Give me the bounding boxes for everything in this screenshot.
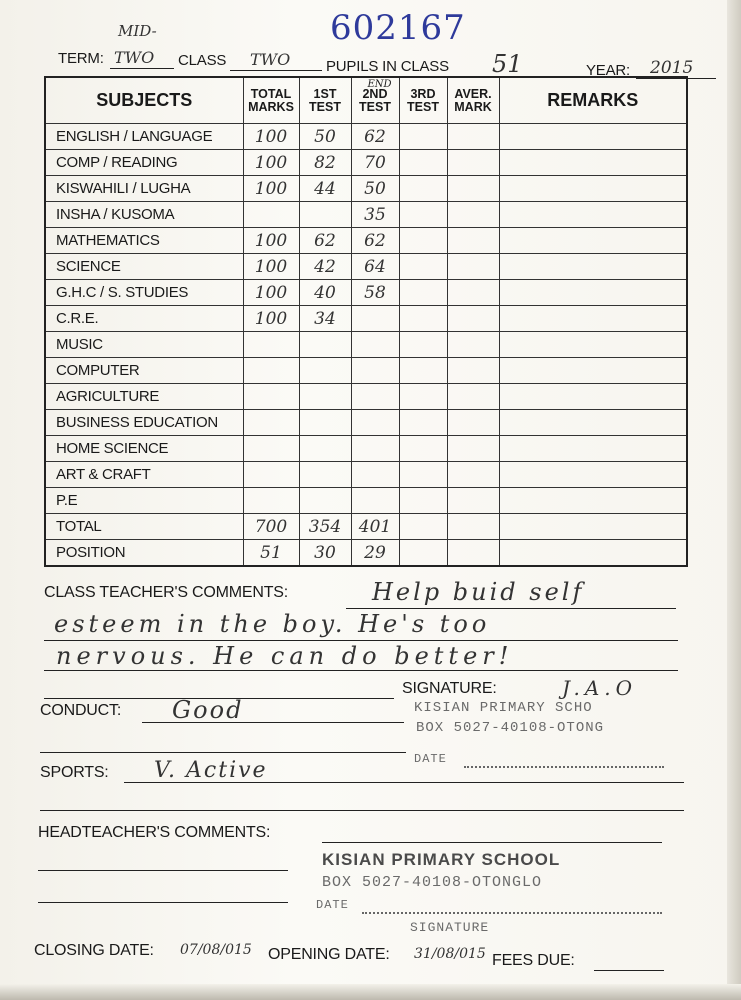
third-test-cell [399, 280, 447, 306]
remarks-cell [499, 280, 687, 306]
school-stamp-1-line1: KISIAN PRIMARY SCHO [414, 700, 593, 716]
header-aver-mark: AVER. MARK [447, 77, 499, 124]
year-label: YEAR: [586, 62, 631, 79]
school-stamp-1-date-dots [464, 766, 664, 768]
first-test-cell [299, 436, 351, 462]
third-test-cell [399, 436, 447, 462]
total-marks-cell [243, 202, 299, 228]
opening-date-label: OPENING DATE: [268, 946, 390, 963]
subject-name: ENGLISH / LANGUAGE [45, 124, 243, 150]
table-row [45, 358, 687, 384]
closing-date-label: CLOSING DATE: [34, 942, 154, 959]
first-test-cell [299, 488, 351, 514]
opening-date-value: 31/08/015 [414, 946, 486, 962]
remarks-cell [499, 410, 687, 436]
third-test-cell [399, 254, 447, 280]
subject-name: ART & CRAFT [45, 462, 243, 488]
term-label: TERM: [58, 50, 104, 67]
first-test-cell [299, 358, 351, 384]
table-row [45, 254, 687, 280]
second-test-note: END [367, 79, 392, 90]
first-test-cell: 354 [299, 514, 351, 540]
sports-label: SPORTS: [40, 764, 109, 781]
third-test-cell [399, 124, 447, 150]
first-test-cell [299, 410, 351, 436]
class-line [230, 70, 322, 71]
remarks-cell [499, 488, 687, 514]
third-test-cell [399, 228, 447, 254]
aver-mark-cell [447, 462, 499, 488]
aver-mark-cell [447, 540, 499, 567]
second-test-cell [351, 436, 399, 462]
aver-mark-cell [447, 410, 499, 436]
first-test-cell [299, 384, 351, 410]
aver-mark-cell [447, 384, 499, 410]
second-test-cell: 62 [351, 124, 399, 150]
subject-name: G.H.C / S. STUDIES [45, 280, 243, 306]
second-test-cell [351, 488, 399, 514]
third-test-cell [399, 410, 447, 436]
conduct-line-2 [40, 752, 406, 753]
total-marks-cell [243, 332, 299, 358]
second-test-cell [351, 306, 399, 332]
first-test-cell: 34 [299, 306, 351, 332]
class-label: CLASS [178, 52, 227, 69]
second-test-cell: 58 [351, 280, 399, 306]
total-marks-cell: 100 [243, 228, 299, 254]
table-row [45, 202, 687, 228]
total-marks-cell: 700 [243, 514, 299, 540]
closing-date-value: 07/08/015 [180, 942, 252, 958]
pupils-label: PUPILS IN CLASS [326, 58, 449, 75]
third-test-cell [399, 176, 447, 202]
comment-text-1: Help buid self [372, 578, 585, 606]
subject-name: COMPUTER [45, 358, 243, 384]
headteacher-line-3 [38, 902, 288, 903]
total-marks-cell: 100 [243, 124, 299, 150]
first-test-cell: 40 [299, 280, 351, 306]
total-marks-cell [243, 436, 299, 462]
marks-table [44, 76, 688, 567]
subject-name: TOTAL [45, 514, 243, 540]
table-row [45, 150, 687, 176]
subject-name: SCIENCE [45, 254, 243, 280]
total-marks-cell [243, 358, 299, 384]
report-number: 602167 [330, 8, 466, 48]
first-test-cell [299, 462, 351, 488]
fees-due-label: FEES DUE: [492, 952, 575, 969]
remarks-cell [499, 306, 687, 332]
remarks-cell [499, 540, 687, 567]
header-remarks: REMARKS [499, 77, 687, 124]
subject-name: HOME SCIENCE [45, 436, 243, 462]
subject-name: MUSIC [45, 332, 243, 358]
headteacher-label: HEADTEACHER'S COMMENTS: [38, 824, 271, 841]
total-marks-cell: 51 [243, 540, 299, 567]
school-stamp-2-date-dots [362, 912, 662, 914]
first-test-cell: 82 [299, 150, 351, 176]
sports-value: V. Active [154, 758, 268, 783]
third-test-cell [399, 150, 447, 176]
school-stamp-1-line2: BOX 5027-40108-OTONG [416, 720, 605, 736]
class-teacher-signature: J.A.O [562, 676, 638, 700]
table-row [45, 332, 687, 358]
total-marks-cell: 100 [243, 306, 299, 332]
subject-name: INSHA / KUSOMA [45, 202, 243, 228]
remarks-cell [499, 436, 687, 462]
remarks-cell [499, 254, 687, 280]
first-test-cell: 62 [299, 228, 351, 254]
remarks-cell [499, 332, 687, 358]
comment-line-1 [346, 608, 676, 609]
table-row [45, 280, 687, 306]
first-test-cell: 50 [299, 124, 351, 150]
remarks-cell [499, 176, 687, 202]
aver-mark-cell [447, 358, 499, 384]
remarks-cell [499, 150, 687, 176]
aver-mark-cell [447, 332, 499, 358]
table-row [45, 540, 687, 567]
first-test-cell: 44 [299, 176, 351, 202]
table-row [45, 488, 687, 514]
remarks-cell [499, 384, 687, 410]
aver-mark-cell [447, 280, 499, 306]
remarks-cell [499, 358, 687, 384]
second-test-cell: 70 [351, 150, 399, 176]
second-test-cell [351, 332, 399, 358]
table-row [45, 124, 687, 150]
third-test-cell [399, 202, 447, 228]
table-row [45, 462, 687, 488]
headteacher-line-1 [322, 842, 662, 843]
aver-mark-cell [447, 488, 499, 514]
first-test-cell [299, 202, 351, 228]
sports-line-2 [40, 810, 684, 811]
subject-name: C.R.E. [45, 306, 243, 332]
total-marks-cell [243, 410, 299, 436]
table-row [45, 228, 687, 254]
subject-name: POSITION [45, 540, 243, 567]
table-row [45, 306, 687, 332]
second-test-cell [351, 410, 399, 436]
subject-name: COMP / READING [45, 150, 243, 176]
remarks-cell [499, 462, 687, 488]
second-test-cell: 29 [351, 540, 399, 567]
remarks-cell [499, 228, 687, 254]
comment-text-3: nervous. He can do better! [56, 642, 514, 670]
comment-line-2 [44, 640, 678, 641]
second-test-label: 2ND TEST [359, 86, 391, 114]
first-test-cell: 30 [299, 540, 351, 567]
aver-mark-cell [447, 436, 499, 462]
subject-name: MATHEMATICS [45, 228, 243, 254]
comment-line-3 [44, 670, 678, 671]
table-row [45, 410, 687, 436]
first-test-cell: 42 [299, 254, 351, 280]
second-test-cell [351, 462, 399, 488]
comment-text-2: esteem in the boy. He's too [54, 610, 491, 638]
table-row [45, 176, 687, 202]
school-stamp-2-line1: KISIAN PRIMARY SCHOOL [322, 850, 561, 869]
class-teacher-label: CLASS TEACHER'S COMMENTS: [44, 584, 289, 601]
year-value: 2015 [650, 58, 694, 78]
aver-mark-cell [447, 150, 499, 176]
aver-mark-cell [447, 514, 499, 540]
term-value: TWO [114, 48, 155, 67]
total-marks-cell [243, 384, 299, 410]
paper-edge-right [727, 0, 741, 1000]
first-test-cell [299, 332, 351, 358]
paper-edge-bottom [0, 984, 741, 1000]
third-test-cell [399, 462, 447, 488]
fees-due-line [594, 970, 664, 971]
second-test-cell: 64 [351, 254, 399, 280]
school-stamp-2-date-label: DATE [316, 898, 349, 912]
school-stamp-2-signature-label: SIGNATURE [410, 920, 490, 935]
total-marks-cell: 100 [243, 280, 299, 306]
table-row [45, 384, 687, 410]
school-stamp-2-line2: BOX 5027-40108-OTONGLO [322, 874, 543, 891]
class-value: TWO [250, 50, 291, 69]
subject-name: P.E [45, 488, 243, 514]
pupils-value: 51 [492, 50, 523, 78]
remarks-cell [499, 202, 687, 228]
subject-name: BUSINESS EDUCATION [45, 410, 243, 436]
second-test-cell: 50 [351, 176, 399, 202]
total-marks-cell: 100 [243, 176, 299, 202]
aver-mark-cell [447, 202, 499, 228]
header-second-test [351, 77, 399, 124]
header-subjects: SUBJECTS [45, 77, 243, 124]
conduct-label: CONDUCT: [40, 702, 122, 719]
class-teacher-signature-label: SIGNATURE: [402, 680, 497, 697]
conduct-value: Good [172, 696, 244, 724]
school-stamp-1-date-label: DATE [414, 752, 447, 766]
aver-mark-cell [447, 228, 499, 254]
third-test-cell [399, 332, 447, 358]
header-first-test: 1ST TEST [299, 77, 351, 124]
remarks-cell [499, 124, 687, 150]
total-marks-cell [243, 488, 299, 514]
third-test-cell [399, 358, 447, 384]
table-row [45, 436, 687, 462]
subject-name: KISWAHILI / LUGHA [45, 176, 243, 202]
aver-mark-cell [447, 176, 499, 202]
term-line [110, 68, 174, 69]
second-test-cell: 401 [351, 514, 399, 540]
headteacher-line-2 [38, 870, 288, 871]
third-test-cell [399, 384, 447, 410]
total-marks-cell: 100 [243, 150, 299, 176]
third-test-cell [399, 488, 447, 514]
table-header-row [45, 77, 687, 124]
table-row [45, 514, 687, 540]
third-test-cell [399, 306, 447, 332]
remarks-cell [499, 514, 687, 540]
header-third-test: 3RD TEST [399, 77, 447, 124]
aver-mark-cell [447, 306, 499, 332]
mid-note: MID- [118, 22, 157, 40]
total-marks-cell [243, 462, 299, 488]
second-test-cell [351, 358, 399, 384]
third-test-cell [399, 514, 447, 540]
second-test-cell: 35 [351, 202, 399, 228]
total-marks-cell: 100 [243, 254, 299, 280]
second-test-cell: 62 [351, 228, 399, 254]
aver-mark-cell [447, 254, 499, 280]
aver-mark-cell [447, 124, 499, 150]
third-test-cell [399, 540, 447, 567]
subject-name: AGRICULTURE [45, 384, 243, 410]
header-total-marks: TOTAL MARKS [243, 77, 299, 124]
second-test-cell [351, 384, 399, 410]
